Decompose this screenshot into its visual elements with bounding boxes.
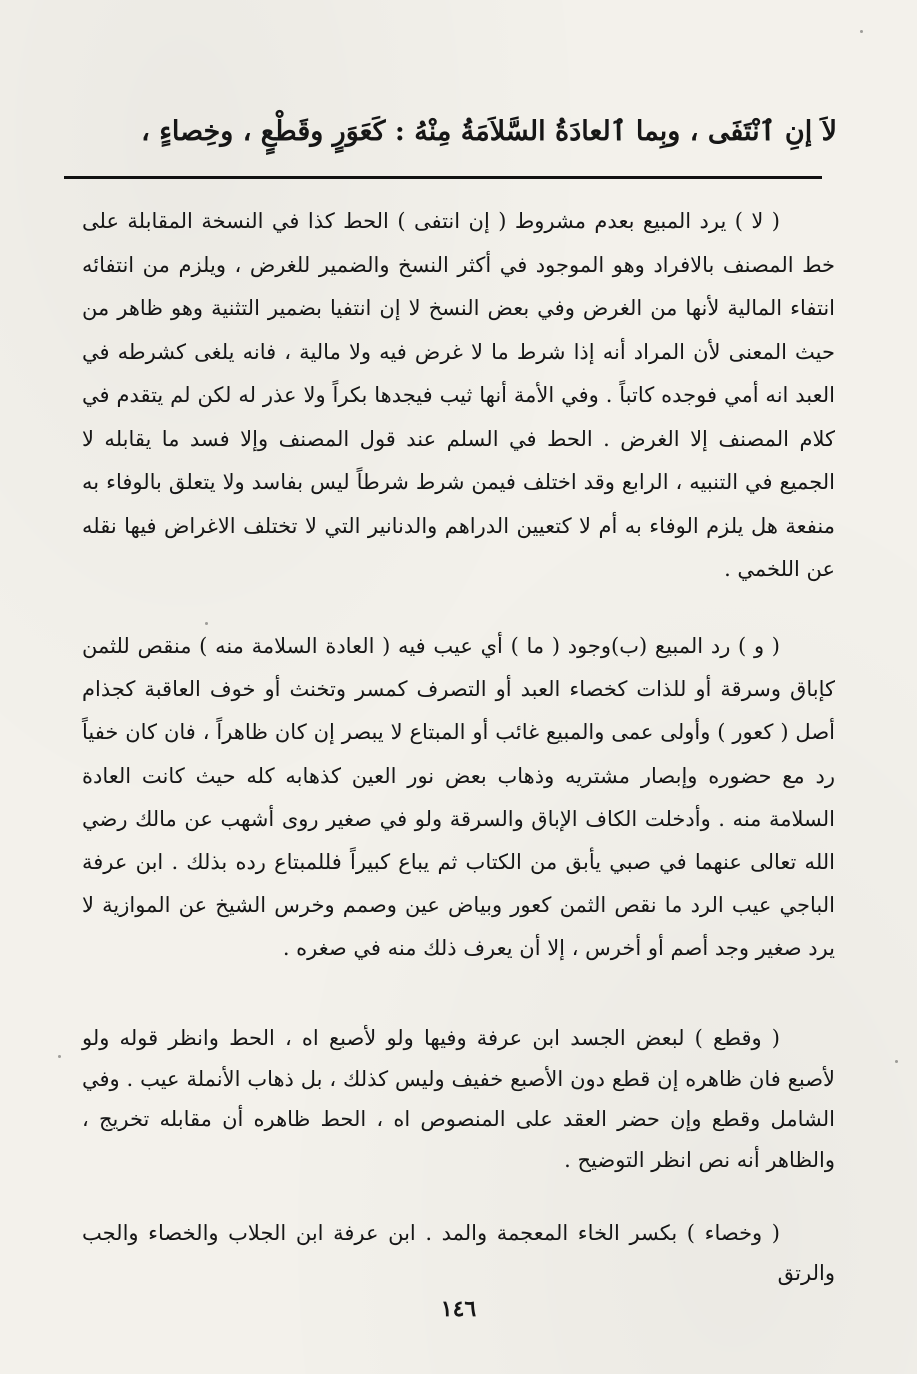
- commentary-paragraph: ( وقطع ) لبعض الجسد ابن عرفة وفيها ولو لأصبع اه ، الحط وانظر قوله ولو لأصبع فان ظاهره إن قطع دون الأصبع خفيف وليس كذلك ، بل ذهاب الأنملة عيب . وفي الشامل وقطع وإن حضر العقد على المنصوص اه ، الحط ظاهره أن مقابله تخريج ، والظاهر أنه نص انظر التوضيح .: [82, 1026, 835, 1172]
- scan-speck: [895, 1060, 898, 1063]
- commentary-paragraph: ( وخصاء ) بكسر الخاء المعجمة والمد . ابن عرفة ابن الجلاب والخصاء والجب والرتق: [82, 1221, 835, 1285]
- scan-speck: [205, 622, 208, 625]
- page-number: ١٤٦: [440, 1296, 477, 1322]
- matn-line: لاَ إنِ ٱنْتَفَى ، وبِما ٱلعادَةُ السَّلاَمَةُ مِنْهُ : كَعَوَرٍ وقَطْعٍ ، وخِصاءٍ ،: [141, 116, 837, 147]
- header-divider: [64, 176, 822, 179]
- commentary-paragraph: ( و ) رد المبيع (ب)وجود ( ما ) أي عيب فيه ( العادة السلامة منه ) منقص للثمن كإباق وسرقة أو للذات كخصاء العبد أو التصرف كمسر وتخنث أو خوف العاقبة كجذام أصل ( كعور ) وأولى عمى والمبيع غائب أو المبتاع لا يبصر إن كان ظاهراً ، فان كان خفياً رد مع حضوره وإبصار مشتريه وذهاب بعض نور العين كذهابه كله حيث كانت العادة السلامة منه . وأدخلت الكاف الإباق والسرقة ولو في صغير روى أشهب عن مالك رضي الله تعالى عنهما في صبي يأبق من الكتاب ثم يباع كبيراً فللمبتاع رده بذلك . ابن عرفة الباجي عيب الرد ما نقص الثمن كعور وبياض عين وصمم وخرس الشيخ عن الموازية لا يرد صغير وجد أصم أو أخرس ، إلا أن يعرف ذلك منه في صغره .: [82, 634, 835, 961]
- commentary-paragraph: ( لا ) يرد المبيع بعدم مشروط ( إن انتفى ) الحط كذا في النسخة المقابلة على خط المصنف بالافراد وهو الموجود في أكثر النسخ والضمير للغرض ، ويلزم من انتفائه انتفاء المالية لأنها من الغرض وفي بعض النسخ لا إن انتفيا بضمير التثنية وهو ظاهر من حيث المعنى لأن المراد أنه إذا شرط ما لا غرض فيه ولا مالية ، فانه يلغى كشرطه في العبد انه أمي فوجده كاتباً . وفي الأمة أنها ثيب فيجدها بكراً ولا عذر له لكن لم يتقدم في كلام المصنف إلا الغرض . الحط في السلم عند قول المصنف وإلا فسد ما يقابله لا الجميع في التنبيه ، الرابع وقد اختلف فيمن شرط شرطاً ليس بفاسد ولا يتعلق بالوفاء به منفعة هل يلزم الوفاء به أم لا كتعيين الدراهم والدنانير التي لا تختلف الاغراض فيها نقله عن اللخمي .: [82, 209, 835, 581]
- scan-speck: [58, 1055, 61, 1058]
- scan-speck: [860, 30, 863, 33]
